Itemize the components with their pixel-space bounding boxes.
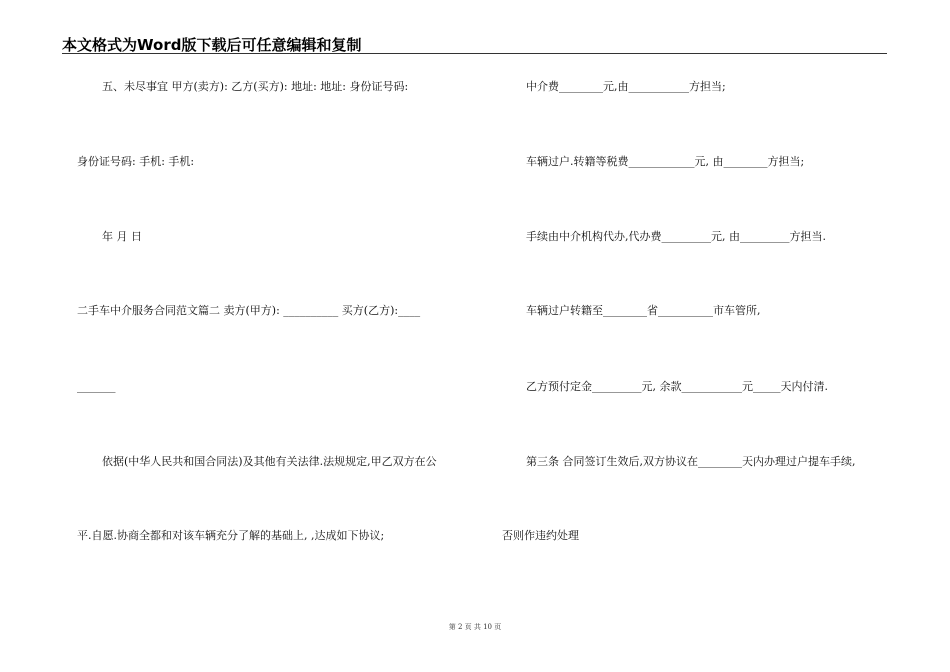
left-line-3: 年 月 日: [102, 230, 142, 243]
header-divider: [62, 53, 887, 54]
left-line-4: 二手车中介服务合同范文篇二 卖方(甲方): __________ 买方(乙方):____: [77, 304, 421, 317]
document-header-title: 本文格式为Word版下载后可任意编辑和复制: [62, 36, 362, 54]
right-line-6: 第三条 合同签订生效后,双方协议在________天内办理过户提车手续,: [526, 455, 856, 468]
page-number: 第 2 页 共 10 页: [448, 623, 502, 631]
left-line-1: 五、未尽事宜 甲方(卖方): 乙方(买方): 地址: 地址: 身份证号码:: [102, 80, 409, 93]
left-line-7: 平.自愿.协商全都和对该车辆充分了解的基础上, ,达成如下协议;: [77, 529, 385, 542]
right-line-4: 车辆过户转籍至________省__________市车管所,: [526, 304, 761, 317]
right-line-5: 乙方预付定金_________元, 余款___________元_____天内付清.: [526, 380, 828, 393]
left-line-6: 依据(中华人民共和国合同法)及其他有关法律.法规规定,甲乙双方在公: [102, 455, 437, 468]
right-line-7: 否则作违约处理: [502, 529, 579, 542]
left-line-2: 身份证号码: 手机: 手机:: [77, 155, 195, 168]
right-line-1: 中介费________元,由___________方担当;: [526, 80, 726, 93]
right-line-3: 手续由中介机构代办,代办费_________元, 由_________方担当.: [526, 230, 826, 243]
left-line-5: _______: [77, 380, 116, 393]
right-line-2: 车辆过户.转籍等税费____________元, 由________方担当;: [526, 155, 805, 168]
